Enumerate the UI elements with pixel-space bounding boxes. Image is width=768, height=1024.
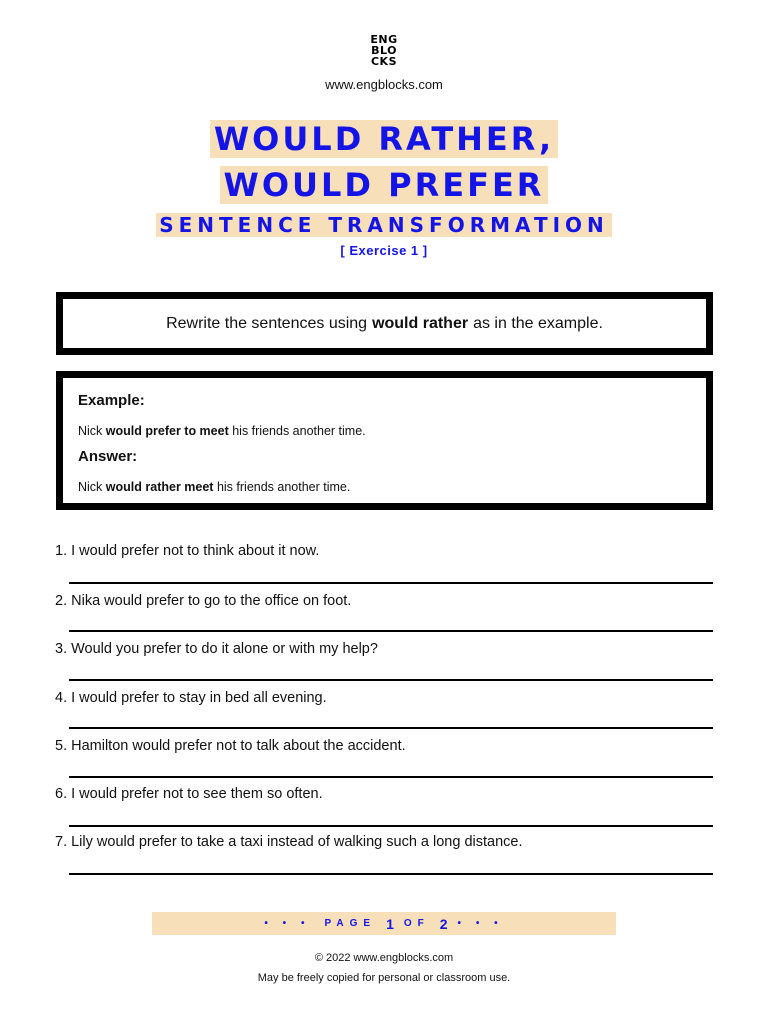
question-1: 1. I would prefer not to think about it now. [55, 543, 320, 559]
example-bold: would prefer to meet [105, 424, 229, 438]
question-2: 2. Nika would prefer to go to the office on foot. [55, 593, 352, 609]
answer-bold: would rather meet [105, 480, 214, 494]
answer-prefix: Nick [78, 480, 103, 494]
title-text-2: WOULD PREFER [220, 166, 549, 204]
dots-left: • • • [264, 918, 311, 929]
subtitle [0, 211, 768, 239]
engblocks-logo [366, 34, 402, 67]
page-word: PAGE [324, 918, 377, 929]
answer-suffix: his friends another time. [216, 480, 351, 494]
title-line-2 [0, 165, 768, 205]
answer-line-6[interactable] [69, 825, 713, 827]
example-label: Example: [78, 392, 145, 409]
example-suffix: his friends another time. [232, 424, 366, 438]
answer-line-4[interactable] [69, 727, 713, 729]
title-text-1: WOULD RATHER, [210, 120, 558, 158]
page-indicator [152, 912, 616, 935]
instructions-bold: would rather [372, 314, 469, 332]
question-7: 7. Lily would prefer to take a taxi instead of walking such a long distance. [55, 834, 523, 850]
page-total: 2 [439, 915, 448, 932]
answer-line-5[interactable] [69, 776, 713, 778]
question-4: 4. I would prefer to stay in bed all evening. [55, 690, 327, 706]
question-5: 5. Hamilton would prefer not to talk about the accident. [55, 738, 406, 754]
answer-line-3[interactable] [69, 679, 713, 681]
instructions-box [56, 292, 713, 355]
of-word: OF [403, 918, 430, 929]
instructions-before: Rewrite the sentences using [166, 314, 368, 332]
license-note: May be freely copied for personal or classroom use. [257, 972, 511, 984]
page-number: 1 [386, 915, 394, 932]
logo-line-2: BLO [371, 44, 397, 57]
answer-sentence [78, 480, 350, 494]
logo-line-1: ENG [370, 33, 398, 46]
answer-line-1[interactable] [69, 582, 713, 584]
question-6: 6. I would prefer not to see them so often. [55, 786, 323, 802]
logo-line-3: CKS [370, 55, 398, 68]
question-3: 3. Would you prefer to do it alone or with my help? [55, 641, 378, 657]
example-box [56, 371, 713, 510]
example-prefix: Nick [78, 424, 103, 438]
title-line-1 [0, 119, 768, 159]
exercise-label: [ Exercise 1 ] [340, 243, 428, 258]
subtitle-text: SENTENCE TRANSFORMATION [156, 213, 612, 237]
answer-label: Answer: [78, 448, 138, 465]
answer-line-7[interactable] [69, 873, 713, 875]
answer-line-2[interactable] [69, 630, 713, 632]
dots-right: • • • [457, 918, 504, 929]
copyright: © 2022 www.engblocks.com [314, 952, 454, 964]
example-sentence [78, 424, 366, 438]
site-url: www.engblocks.com [325, 77, 443, 92]
instructions-after: as in the example. [473, 314, 603, 332]
